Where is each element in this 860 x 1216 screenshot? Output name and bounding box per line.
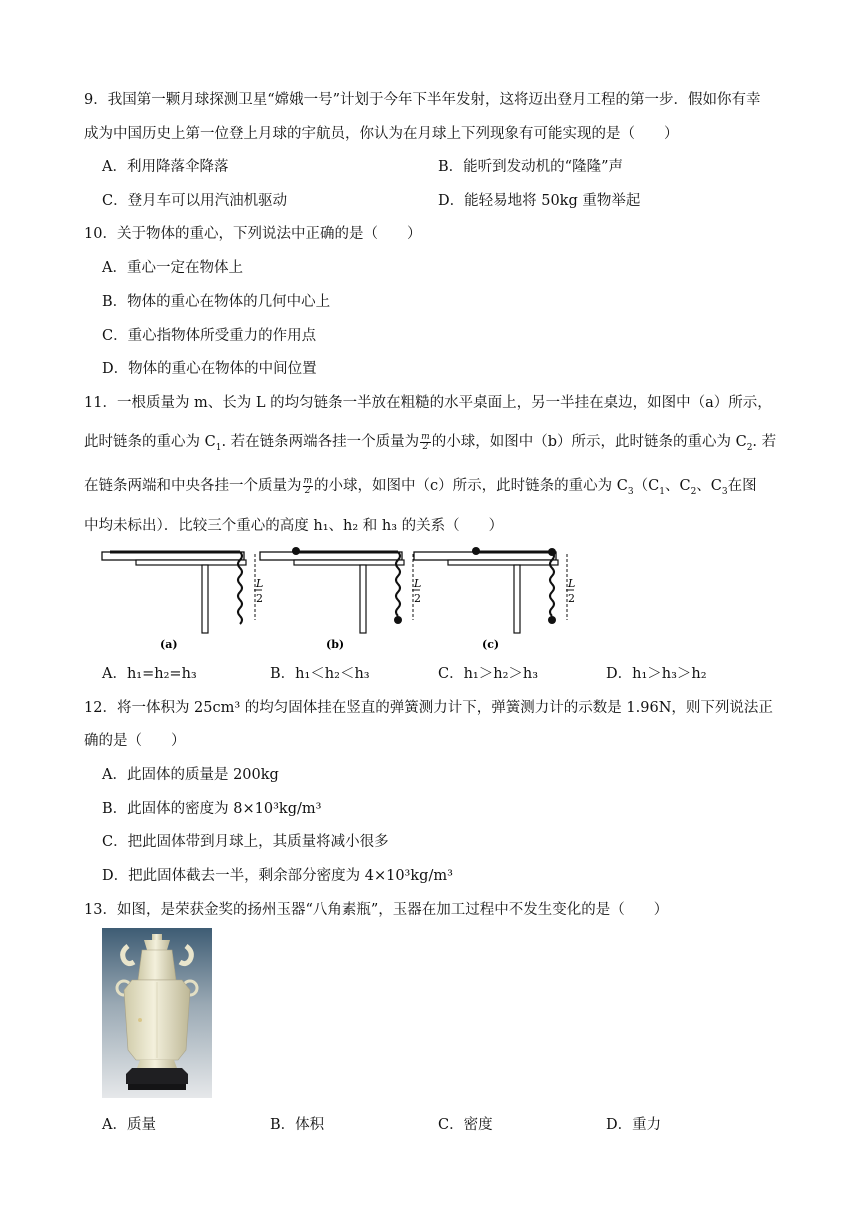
q12-option-d: D．把此固体截去一半，剩余部分密度为 4×10³kg/m³: [102, 868, 453, 884]
q12-stem-line1: 12．将一体积为 25cm³ 的均匀固体挂在竖直的弹簧测力计下，弹簧测力计的示数是 1.96N，则下列说法正: [84, 700, 773, 716]
figure-b: [260, 547, 421, 651]
q13-option-b: B．体积: [270, 1117, 325, 1133]
q13-option-a: A．质量: [102, 1117, 156, 1133]
svg-text:2: 2: [414, 592, 421, 605]
q13-option-c: C．密度: [438, 1117, 493, 1133]
fraction-m-over-2: $\frac{m}{2}$: [421, 431, 430, 452]
L-label-a: L: [256, 577, 264, 590]
q10-option-d: D．物体的重心在物体的中间位置: [102, 361, 317, 377]
jade-vase-image: [102, 928, 212, 1098]
q10-option-a: A．重心一定在物体上: [102, 260, 243, 276]
L-label-c: L: [568, 577, 576, 590]
fraction-m-over-2: $\frac{m}{2}$: [303, 475, 313, 496]
q11-option-d: D．h₁＞h₃＞h₂: [606, 666, 707, 682]
q9-option-a: A．利用降落伞降落: [102, 159, 229, 175]
q12-stem-line2: 确的是（ ）: [84, 733, 186, 749]
svg-text:2: 2: [256, 592, 263, 605]
L-label-b: L: [414, 577, 422, 590]
q11-option-b: B．h₁＜h₂＜h₃: [270, 666, 370, 682]
q11-stem-line4: 中均未标出）．比较三个重心的高度 h₁、h₂ 和 h₃ 的关系（ ）: [84, 518, 504, 534]
figure-a-label: (a): [160, 638, 178, 651]
q11-stem-line2: 此时链条的重心为 $C_1$. 若在链条两端各挂一个质量为 $\frac{m}{2}$ 的小球，如图中（b）所示，此时链条的重心为 $C_2$. 若: [84, 431, 777, 453]
figure-c: [414, 547, 575, 651]
q9-option-c: C．登月车可以用汽油机驱动: [102, 193, 288, 209]
q10-stem: 10．关于物体的重心，下列说法中正确的是（ ）: [84, 226, 422, 242]
svg-text:2: 2: [568, 592, 575, 605]
q9-stem-line1: 9．我国第一颗月球探测卫星“嫦娥一号”计划于今年下半年发射，这将迈出登月工程的第一步．假如你有幸: [84, 92, 761, 108]
chain-figures: [100, 542, 600, 654]
q9-option-d: D．能轻易地将 50kg 重物举起: [438, 193, 641, 209]
q12-option-b: B．此固体的密度为 8×10³kg/m³: [102, 801, 322, 817]
q12-option-c: C．把此固体带到月球上，其质量将减小很多: [102, 834, 389, 850]
q11-option-c: C．h₁＞h₂＞h₃: [438, 666, 539, 682]
q12-option-a: A．此固体的质量是 200kg: [102, 767, 279, 783]
figure-c-label: (c): [482, 638, 500, 651]
q11-stem-line1: 11．一根质量为 m、长为 L 的均匀链条一半放在粗糙的水平桌面上，另一半挂在桌边，如图中（a）所示，: [84, 395, 772, 411]
q11-stem-line3: 在链条两端和中央各挂一个质量为 $\frac{m}{2}$ 的小球，如图中（c）所示，此时链条的重心为 $C_3(C_1$、$C_2$、$C_3$在图: [84, 475, 757, 497]
q13-option-d: D．重力: [606, 1117, 662, 1133]
figure-b-label: (b): [326, 638, 345, 651]
q10-option-b: B．物体的重心在物体的几何中心上: [102, 294, 331, 310]
q9-option-b: B．能听到发动机的“隆隆”声: [438, 159, 623, 175]
q9-stem-line2: 成为中国历史上第一位登上月球的宇航员，你认为在月球上下列现象有可能实现的是（ ）: [84, 126, 679, 142]
figure-a: [102, 552, 263, 651]
q13-stem: 13．如图，是荣获金奖的扬州玉器“八角素瓶”，玉器在加工过程中不发生变化的是（ ）: [84, 902, 669, 918]
q10-option-c: C．重心指物体所受重力的作用点: [102, 328, 317, 344]
q11-option-a: A．h₁=h₂=h₃: [102, 666, 197, 682]
